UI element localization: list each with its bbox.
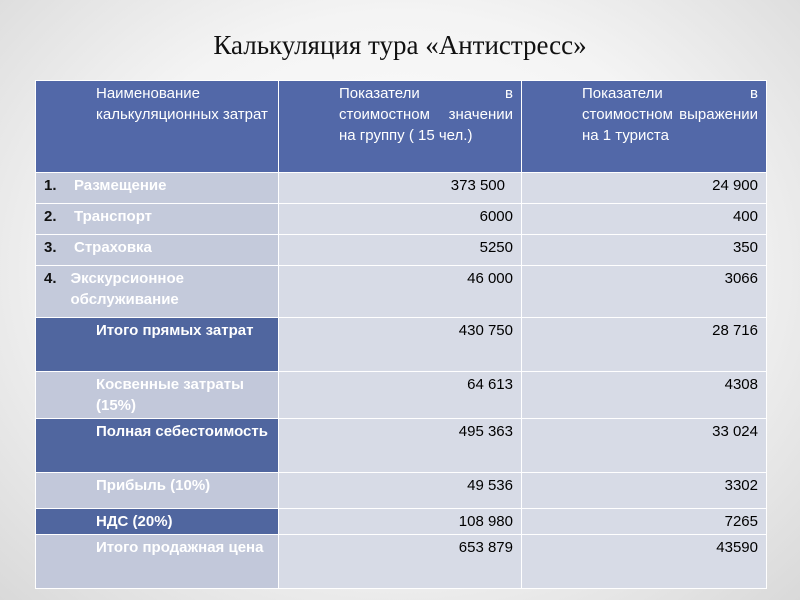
summary-label: НДС (20%) xyxy=(96,513,173,530)
per-tourist-value: 28 716 xyxy=(712,322,758,339)
item-number: 2. xyxy=(44,208,57,225)
summary-label: Прибыль (10%) xyxy=(96,477,211,494)
summary-label: Полная себестоимость xyxy=(96,423,268,440)
group-value: 653 879 xyxy=(458,539,513,556)
group-value: 46 000 xyxy=(467,270,513,287)
column-header-group: Показатели в стоимостном значении на группу ( 15 чел.) xyxy=(279,81,522,173)
group-value: 430 750 xyxy=(458,322,513,339)
table-row xyxy=(36,535,767,589)
group-value: 49 536 xyxy=(467,477,513,494)
table-row xyxy=(36,419,767,473)
table-row xyxy=(36,473,767,509)
group-value: 108 980 xyxy=(458,513,513,530)
column-header-per-tourist: Показатели в стоимостном выражении на 1 туриста xyxy=(522,81,767,173)
group-value: 5250 xyxy=(479,239,513,256)
per-tourist-value: 3302 xyxy=(724,477,758,494)
group-value: 6000 xyxy=(479,208,513,225)
group-value: 373 500 xyxy=(450,177,505,194)
per-tourist-value: 7265 xyxy=(724,513,758,530)
item-label: Экскурсионное обслуживание xyxy=(70,270,184,308)
column-header-name: Наименование калькуляционных затрат xyxy=(36,81,279,173)
table-row xyxy=(36,173,767,204)
calculation-table xyxy=(35,80,767,589)
per-tourist-value: 24 900 xyxy=(712,177,758,194)
item-label: Транспорт xyxy=(74,208,153,225)
per-tourist-value: 4308 xyxy=(724,376,758,393)
per-tourist-value: 43590 xyxy=(716,539,758,556)
group-value: 495 363 xyxy=(458,423,513,440)
table-row xyxy=(36,372,767,419)
per-tourist-value: 33 024 xyxy=(712,423,758,440)
summary-label: Итого прямых затрат xyxy=(96,322,254,339)
summary-label: Косвенные затраты (15%) xyxy=(96,376,244,414)
item-number: 4. xyxy=(44,270,57,287)
table-row xyxy=(36,266,767,318)
table-row xyxy=(36,318,767,372)
table-row xyxy=(36,204,767,235)
item-label: Страховка xyxy=(74,239,152,256)
group-value: 64 613 xyxy=(467,376,513,393)
item-number: 3. xyxy=(44,239,57,256)
summary-label: Итого продажная цена xyxy=(96,539,264,556)
table-row xyxy=(36,235,767,266)
page-title: Калькуляция тура «Антистресс» xyxy=(213,30,587,60)
table-header-row xyxy=(36,81,767,173)
per-tourist-value: 350 xyxy=(732,239,758,256)
per-tourist-value: 400 xyxy=(732,208,758,225)
item-label: Размещение xyxy=(74,177,167,194)
per-tourist-value: 3066 xyxy=(724,270,758,287)
table-row xyxy=(36,509,767,535)
item-number: 1. xyxy=(44,177,57,194)
